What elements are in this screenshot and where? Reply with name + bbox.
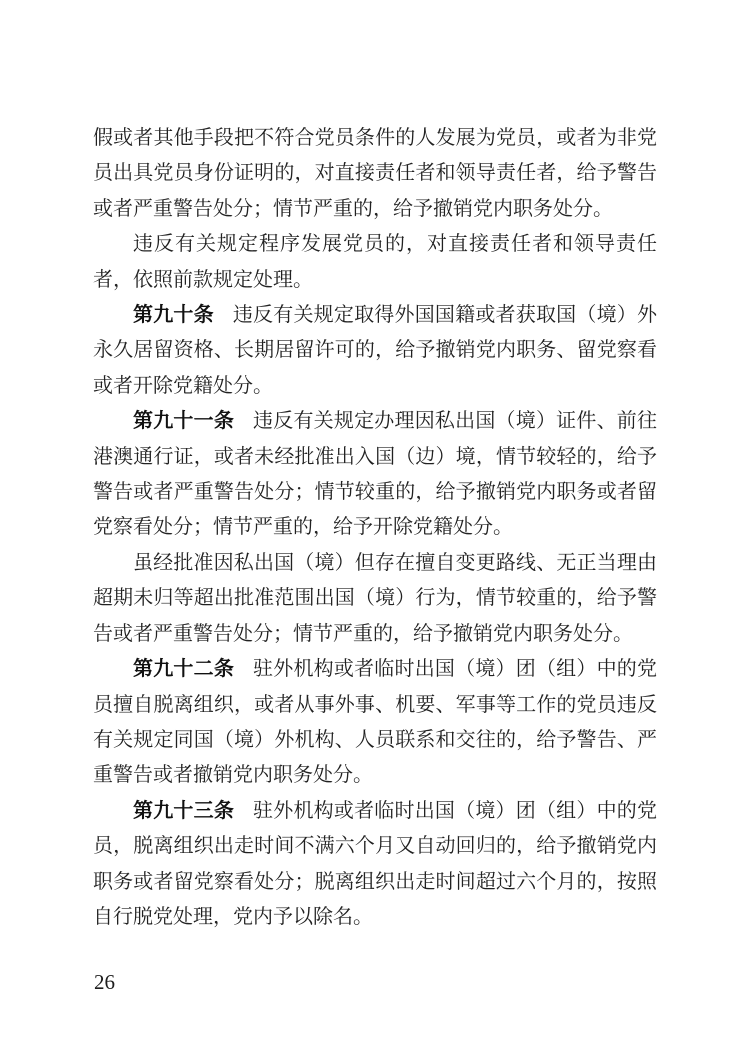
paragraph-text: 违反有关规定办理因私出国（境）证件、前往港澳通行证，或者未经批准出入国（边）境，情节较轻的，给予警告或者严重警告处分；情节较重的，给予撤销党内职务或者留党察看处分；情节严重的，给予开除党籍处分。 (93, 410, 658, 539)
paragraph-text: 驻外机构或者临时出国（境）团（组）中的党员擅自脱离组织，或者从事外事、机要、军事等工作的党员违反有关规定同国（境）外机构、人员联系和交往的，给予警告、严重警告或者撤销党内职务处分。 (93, 658, 658, 787)
article-number: 第九十三条 (133, 799, 235, 822)
paragraph (93, 121, 657, 227)
article-number: 第九十一条 (133, 410, 235, 433)
paragraph-text: 假或者其他手段把不符合党员条件的人发展为党员，或者为非党员出具党员身份证明的，对直接责任者和领导责任者，给予警告或者严重警告处分；情节严重的，给予撤销党内职务处分。 (93, 127, 657, 220)
paragraph-text: 驻外机构或者临时出国（境）团（组）中的党员，脱离组织出走时间不满六个月又自动回归的，给予撤销党内职务或者留党察看处分；脱离组织出走时间超过六个月的，按照自行脱党处理，党内予以除名。 (93, 799, 658, 928)
paragraph (93, 794, 657, 936)
page-number: 26 (94, 970, 115, 994)
paragraph (93, 404, 657, 546)
article-number: 第九十条 (133, 304, 214, 327)
paragraph-text: 违反有关规定取得外国国籍或者获取国（境）外永久居留资格、长期居留许可的，给予撤销党内职务、留党察看或者开除党籍处分。 (93, 304, 658, 397)
paragraph (93, 546, 657, 652)
paragraph-text: 虽经批准因私出国（境）但存在擅自变更路线、无正当理由超期未归等超出批准范围出国（境）行为，情节较重的，给予警告或者严重警告处分；情节严重的，给予撤销党内职务处分。 (93, 551, 657, 645)
article-number: 第九十二条 (133, 658, 235, 681)
paragraph-text: 违反有关规定程序发展党员的，对直接责任者和领导责任者，依照前款规定处理。 (93, 233, 657, 291)
paragraph (93, 298, 657, 404)
paragraph (93, 227, 657, 298)
text-block (93, 121, 657, 935)
paragraph (93, 652, 657, 794)
